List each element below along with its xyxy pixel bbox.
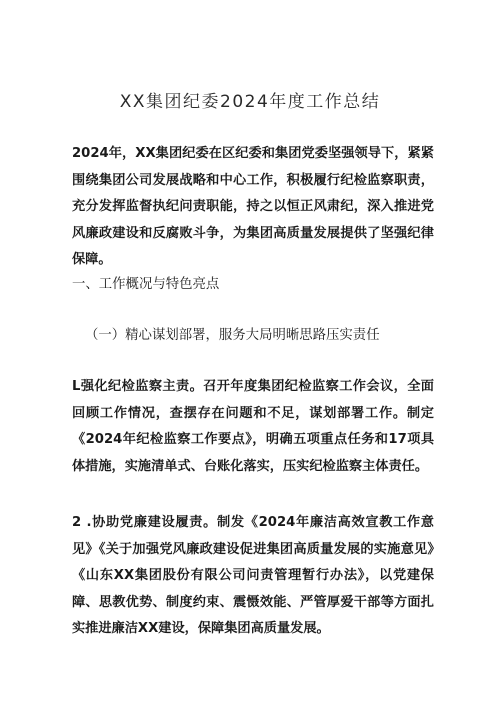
subsection-heading: （一）精心谋划部署，服务大局明晰思路压实责任 (85, 328, 380, 343)
item-paragraph-2: 2 .协助党廉建设履责。制发《2024年廉洁高效宣教工作意见》《关于加强党风廉政建设促进集团高质量发展的实施意见》《山东XX集团股份有限公司问责管理暂行办法》，以党建保障、思教优势、制度约束、震慑效能、严管厚爱干部等方面扎实推进廉洁XX建设，保障集团高质量发展。 (72, 515, 434, 636)
section-heading: 一、工作概况与特色亮点 (72, 277, 220, 292)
item-paragraph-1: L强化纪检监察主责。召开年度集团纪检监察工作会议，全面回顾工作情况，查摆存在问题和不足，谋划部署工作。制定《2024年纪检监察工作要点》，明确五项重点任务和17项具体措施，实施清单式、台账化落实，压实纪检监察主体责任。 (72, 379, 434, 474)
intro-paragraph: 2024年，XX集团纪委在区纪委和集团党委坚强领导下，紧紧围绕集团公司发展战略和中心工作，积极履行纪检监察职责，充分发挥监督执纪问责职能，持之以恒正风肃纪，深入推进党风廉政建设和反腐败斗争，为集团高质量发展提供了坚强纪律保障。 (72, 146, 434, 267)
document-title: XX集团纪委2024年度工作总结 (119, 92, 381, 113)
